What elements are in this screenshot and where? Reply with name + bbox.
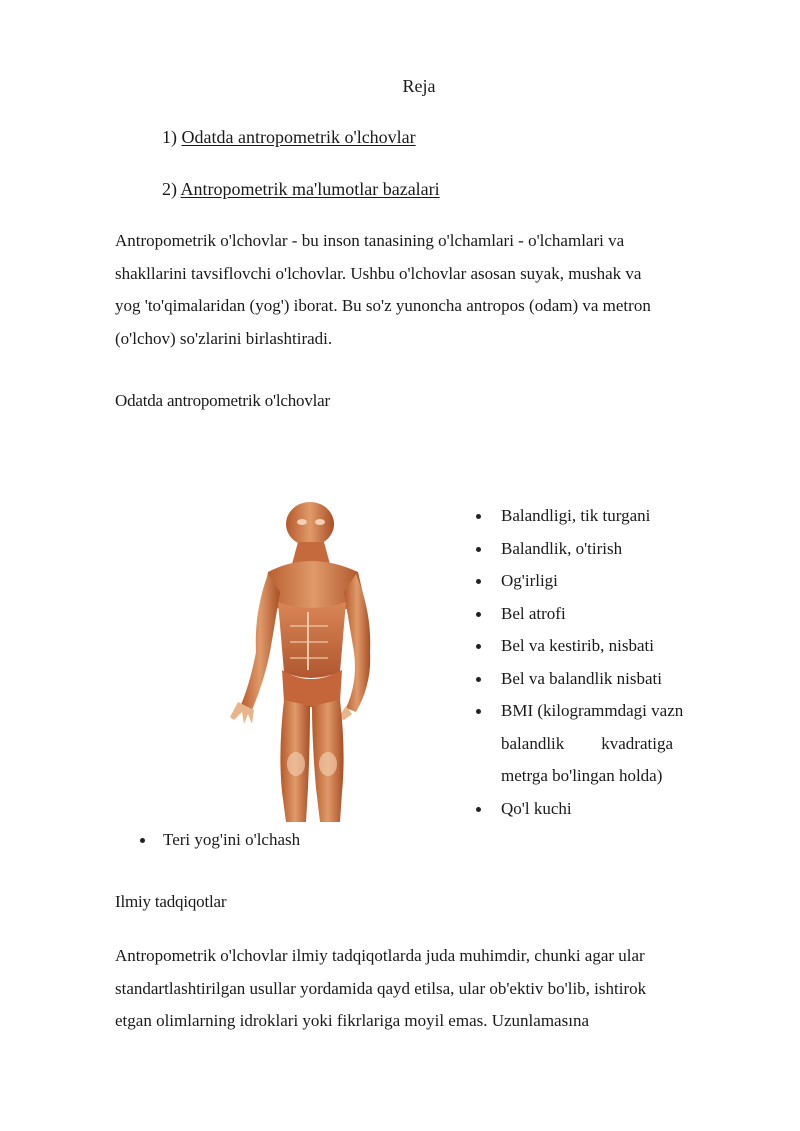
list-item-label: metrga bo'lingan holda) xyxy=(501,766,663,785)
bullet-icon xyxy=(476,644,481,649)
toc-number: 1) xyxy=(162,127,177,147)
text-line: yog 'to'qimalaridan (yog') iborat. Bu so'z yunoncha antropos (odam) va metron xyxy=(115,296,651,315)
list-item xyxy=(474,565,714,598)
toc-number: 2) xyxy=(162,179,177,199)
bullet-icon xyxy=(476,547,481,552)
page-title: Reja xyxy=(402,76,436,96)
toc-item-1 xyxy=(162,127,416,148)
bullet-icon xyxy=(476,677,481,682)
list-item-label: Bel va kestirib, nisbati xyxy=(501,636,654,655)
text-line: (o'lchov) so'zlarini birlashtiradi. xyxy=(115,328,333,348)
toc-link-databases[interactable]: Antropometrik ma'lumotlar bazalari xyxy=(180,179,440,199)
bullet-icon xyxy=(140,838,145,843)
text-line: Antropometrik o'lchovlar ilmiy tadqiqotlarda juda muhimdir, chunki agar ular xyxy=(115,946,645,965)
list-item xyxy=(474,793,714,826)
text-line: Antropometrik o'lchovlar - bu inson tanasining o'lchamlari - o'lchamlari va xyxy=(115,231,625,250)
intro-paragraph xyxy=(115,225,715,355)
measurements-list xyxy=(474,500,714,825)
list-item xyxy=(474,630,714,663)
text-line: shakllarini tavsiflovchi o'lchovlar. Ushbu o'lchovlar asosan suyak, mushak va xyxy=(115,263,642,283)
list-item xyxy=(138,824,300,857)
list-item-label: Balandligi, tik turgani xyxy=(501,506,651,525)
list-item-label: Qo'l kuchi xyxy=(501,798,572,818)
list-item-label: BMI (kilogrammdagi vazn xyxy=(501,701,684,720)
bullet-icon xyxy=(476,807,481,812)
research-paragraph xyxy=(115,940,715,1038)
list-item xyxy=(474,663,714,696)
list-item xyxy=(474,500,714,533)
list-item-label: Bel atrofi xyxy=(501,603,566,623)
bullet-icon xyxy=(476,709,481,714)
bullet-icon xyxy=(476,514,481,519)
list-item xyxy=(474,695,714,793)
list-item xyxy=(474,533,714,566)
bullet-icon xyxy=(476,579,481,584)
toc-item-2 xyxy=(162,179,440,200)
section-heading-common: Odatda antropometrik o'lchovlar xyxy=(115,391,330,410)
bullet-icon xyxy=(476,612,481,617)
list-item-label: Teri yog'ini o'lchash xyxy=(163,830,301,849)
list-item-label: Balandlik, o'tirish xyxy=(501,538,623,558)
list-item-label: Og'irligi xyxy=(501,571,558,590)
text-line: etgan olimlarning idroklari yoki fikrlariga moyil emas. Uzunlamasına xyxy=(115,1011,589,1030)
text-line: standartlashtirilgan usullar yordamida qayd etilsa, ular ob'ektiv bo'lib, ishtirok xyxy=(115,978,647,998)
human-muscle-anatomy-figure xyxy=(228,502,388,822)
list-item-label: balandlik kvadratiga xyxy=(501,733,673,753)
list-item-label: Bel va balandlik nisbati xyxy=(501,668,662,688)
toc-link-common-measurements[interactable]: Odatda antropometrik o'lchovlar xyxy=(181,127,416,147)
list-item xyxy=(474,598,714,631)
section-heading-research: Ilmiy tadqiqotlar xyxy=(115,892,227,911)
